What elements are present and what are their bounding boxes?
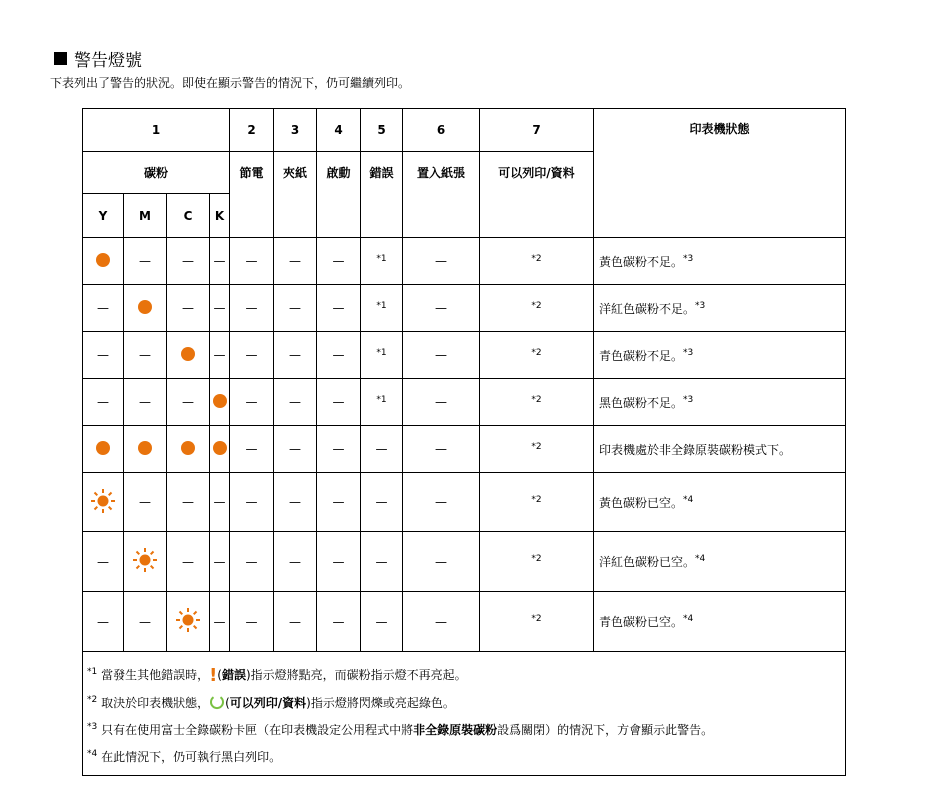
toner-c-cell — [167, 592, 210, 652]
status-cell: 青色碳粉已空。$^{*4}$ — [594, 592, 846, 652]
dash: — — [245, 301, 258, 315]
toner-y-cell — [83, 332, 124, 379]
energy-cell — [230, 592, 274, 652]
load-paper-header: 置入紙張 — [403, 152, 480, 238]
toner-k-cell — [210, 426, 230, 473]
load-paper-cell — [403, 426, 480, 473]
load-paper-cell — [403, 285, 480, 332]
dash: — — [97, 348, 109, 362]
table-row — [83, 532, 846, 592]
status-cell: 印表機處於非全錄原裝碳粉模式下。 — [594, 426, 846, 473]
ready-data-cell: *2 — [480, 473, 594, 532]
col-number-6: 6 — [403, 109, 480, 152]
dash: — — [375, 495, 388, 509]
energy-cell — [230, 473, 274, 532]
dash: — — [213, 301, 226, 315]
dash: — — [97, 395, 109, 409]
dash: — — [97, 554, 109, 569]
jam-cell — [274, 592, 317, 652]
toner-c-cell — [167, 285, 210, 332]
dash: — — [245, 254, 258, 268]
dash: — — [289, 301, 301, 315]
wake-cell — [317, 592, 361, 652]
dash: — — [332, 554, 345, 569]
dash: — — [435, 495, 447, 509]
lit-light-icon — [96, 441, 110, 455]
footnotes — [83, 652, 846, 776]
dash: — — [182, 301, 194, 315]
jam-cell — [274, 379, 317, 426]
status-cell: 黃色碳粉不足。$^{*3}$ — [594, 238, 846, 285]
toner-c-cell — [167, 532, 210, 592]
dash: — — [332, 614, 345, 629]
dash: — — [139, 495, 151, 509]
wake-cell — [317, 238, 361, 285]
toner-k-cell — [210, 532, 230, 592]
dash: — — [435, 301, 447, 315]
col-number-2: 2 — [230, 109, 274, 152]
energy-cell — [230, 532, 274, 592]
lit-light-icon — [138, 300, 152, 314]
dash: — — [289, 614, 301, 629]
energy-cell — [230, 426, 274, 473]
toner-m-cell — [124, 426, 167, 473]
toner-m-cell — [124, 532, 167, 592]
wake-cell — [317, 473, 361, 532]
dash: — — [245, 554, 258, 569]
dash: — — [245, 348, 258, 362]
toner-k-header: K — [210, 194, 230, 238]
toner-c-cell — [167, 332, 210, 379]
jam-cell — [274, 238, 317, 285]
col-number-1: 1 — [83, 109, 230, 152]
table-row — [83, 379, 846, 426]
load-paper-cell — [403, 238, 480, 285]
dash: — — [289, 254, 301, 268]
load-paper-cell — [403, 592, 480, 652]
toner-c-cell — [167, 379, 210, 426]
dash: — — [182, 395, 194, 409]
dash: — — [213, 614, 226, 629]
table-row — [83, 238, 846, 285]
dash: — — [97, 614, 109, 629]
dash: — — [332, 348, 345, 362]
toner-y-cell — [83, 285, 124, 332]
wake-up-header: 啟動 — [317, 152, 361, 238]
col-number-4: 4 — [317, 109, 361, 152]
dash: — — [139, 254, 151, 268]
notes-row — [83, 652, 846, 776]
toner-m-cell — [124, 379, 167, 426]
load-paper-cell — [403, 473, 480, 532]
jam-cell — [274, 332, 317, 379]
dash: — — [213, 348, 226, 362]
toner-k-cell — [210, 379, 230, 426]
wake-cell — [317, 532, 361, 592]
ready-ring-icon — [209, 694, 225, 710]
dash: — — [332, 395, 345, 409]
col-number-3: 3 — [274, 109, 317, 152]
blinking-light-icon — [132, 547, 158, 573]
heading-square-icon — [54, 52, 67, 65]
error-cell: *1 — [361, 379, 403, 426]
dash: — — [375, 614, 388, 629]
dash: — — [289, 395, 301, 409]
load-paper-cell — [403, 332, 480, 379]
dash: — — [213, 254, 226, 268]
note-4: $^{*4}$ 在此情況下，仍可執行黑白列印。 — [87, 749, 282, 764]
note-2: $^{*2}$ 取決於印表機狀態， (可以列印/資料)指示燈將閃爍或亮起綠色。 — [87, 695, 455, 710]
toner-header: 碳粉 — [83, 152, 230, 194]
dash: — — [245, 495, 258, 509]
blinking-light-icon — [90, 488, 116, 514]
wake-cell — [317, 379, 361, 426]
status-cell: 洋紅色碳粉不足。$^{*3}$ — [594, 285, 846, 332]
dash: — — [289, 348, 301, 362]
energy-saver-header: 節電 — [230, 152, 274, 238]
dash: — — [245, 395, 258, 409]
ready-data-cell: *2 — [480, 332, 594, 379]
energy-cell — [230, 238, 274, 285]
dash: — — [182, 554, 194, 569]
toner-c-header: C — [167, 194, 210, 238]
toner-k-cell — [210, 332, 230, 379]
table-row — [83, 473, 846, 532]
toner-c-cell — [167, 238, 210, 285]
error-cell: *1 — [361, 332, 403, 379]
toner-k-cell — [210, 592, 230, 652]
ready-data-cell: *2 — [480, 532, 594, 592]
dash: — — [332, 495, 345, 509]
heading-title: 警告燈號 — [74, 50, 142, 71]
dash: — — [375, 442, 388, 456]
lit-light-icon — [181, 441, 195, 455]
toner-k-cell — [210, 285, 230, 332]
section-heading — [54, 47, 142, 69]
dash: — — [435, 348, 447, 362]
dash: — — [435, 254, 447, 268]
dash: — — [435, 395, 447, 409]
toner-y-cell — [83, 592, 124, 652]
toner-m-cell — [124, 238, 167, 285]
dash: — — [139, 348, 151, 362]
ready-data-cell: *2 — [480, 379, 594, 426]
jam-cell — [274, 532, 317, 592]
toner-y-cell — [83, 426, 124, 473]
table-row — [83, 592, 846, 652]
lit-light-icon — [213, 441, 227, 455]
dash: — — [332, 301, 345, 315]
status-cell: 青色碳粉不足。$^{*3}$ — [594, 332, 846, 379]
error-cell — [361, 532, 403, 592]
dash: — — [139, 614, 151, 629]
load-paper-cell — [403, 379, 480, 426]
dash: — — [213, 495, 226, 509]
dash: — — [139, 395, 151, 409]
toner-c-cell — [167, 426, 210, 473]
dash: — — [435, 554, 447, 569]
warning-lights-table — [82, 108, 846, 776]
jam-cell — [274, 473, 317, 532]
toner-k-cell — [210, 473, 230, 532]
energy-cell — [230, 332, 274, 379]
dash: — — [289, 495, 301, 509]
error-cell — [361, 473, 403, 532]
toner-m-cell — [124, 473, 167, 532]
ready-data-cell: *2 — [480, 285, 594, 332]
note-3: $^{*3}$ 只有在使用富士全錄碳粉卡匣（在印表機設定公用程式中將非全錄原裝碳粉設爲關閉）的情況下，方會顯示此警告。 — [87, 722, 714, 737]
error-cell: *1 — [361, 285, 403, 332]
toner-k-cell — [210, 238, 230, 285]
lit-light-icon — [96, 253, 110, 267]
table-row — [83, 332, 846, 379]
lit-light-icon — [181, 347, 195, 361]
dash: — — [245, 614, 258, 629]
lit-light-icon — [138, 441, 152, 455]
lit-light-icon — [213, 394, 227, 408]
status-cell: 黃色碳粉已空。$^{*4}$ — [594, 473, 846, 532]
table-row — [83, 285, 846, 332]
jam-cell — [274, 426, 317, 473]
toner-y-header: Y — [83, 194, 124, 238]
note-1: $^{*1}$ 當發生其他錯誤時，!(錯誤)指示燈將點亮，而碳粉指示燈不再亮起。 — [87, 665, 467, 686]
col-number-7: 7 — [480, 109, 594, 152]
dash: — — [332, 442, 345, 456]
wake-cell — [317, 285, 361, 332]
wake-cell — [317, 426, 361, 473]
jam-cell — [274, 285, 317, 332]
blinking-light-icon — [175, 607, 201, 633]
toner-m-cell — [124, 592, 167, 652]
header-number-row — [83, 109, 846, 152]
wake-cell — [317, 332, 361, 379]
toner-m-cell — [124, 285, 167, 332]
dash: — — [245, 442, 258, 456]
ready-data-cell: *2 — [480, 238, 594, 285]
energy-cell — [230, 379, 274, 426]
error-cell — [361, 592, 403, 652]
ready-data-header: 可以列印/資料 — [480, 152, 594, 238]
energy-cell — [230, 285, 274, 332]
intro-text: 下表列出了警告的狀況。即使在顯示警告的情況下，仍可繼續列印。 — [50, 76, 411, 90]
toner-c-cell — [167, 473, 210, 532]
toner-y-cell — [83, 379, 124, 426]
dash: — — [375, 554, 388, 569]
error-exclamation-icon: ! — [209, 665, 218, 686]
dash: — — [435, 614, 447, 629]
status-cell: 洋紅色碳粉已空。$^{*4}$ — [594, 532, 846, 592]
status-cell: 黑色碳粉不足。$^{*3}$ — [594, 379, 846, 426]
status-header: 印表機狀態 — [594, 109, 846, 238]
error-header: 錯誤 — [361, 152, 403, 238]
dash: — — [97, 301, 109, 315]
toner-m-cell — [124, 332, 167, 379]
toner-y-cell — [83, 238, 124, 285]
toner-m-header: M — [124, 194, 167, 238]
paper-jam-header: 夾紙 — [274, 152, 317, 238]
error-cell: *1 — [361, 238, 403, 285]
dash: — — [213, 554, 226, 569]
table-row — [83, 426, 846, 473]
dash: — — [289, 554, 301, 569]
dash: — — [435, 442, 447, 456]
col-number-5: 5 — [361, 109, 403, 152]
ready-data-cell: *2 — [480, 426, 594, 473]
dash: — — [332, 254, 345, 268]
dash: — — [289, 442, 301, 456]
toner-y-cell — [83, 473, 124, 532]
error-cell — [361, 426, 403, 473]
dash: — — [182, 254, 194, 268]
load-paper-cell — [403, 532, 480, 592]
toner-y-cell — [83, 532, 124, 592]
ready-data-cell: *2 — [480, 592, 594, 652]
dash: — — [182, 495, 194, 509]
